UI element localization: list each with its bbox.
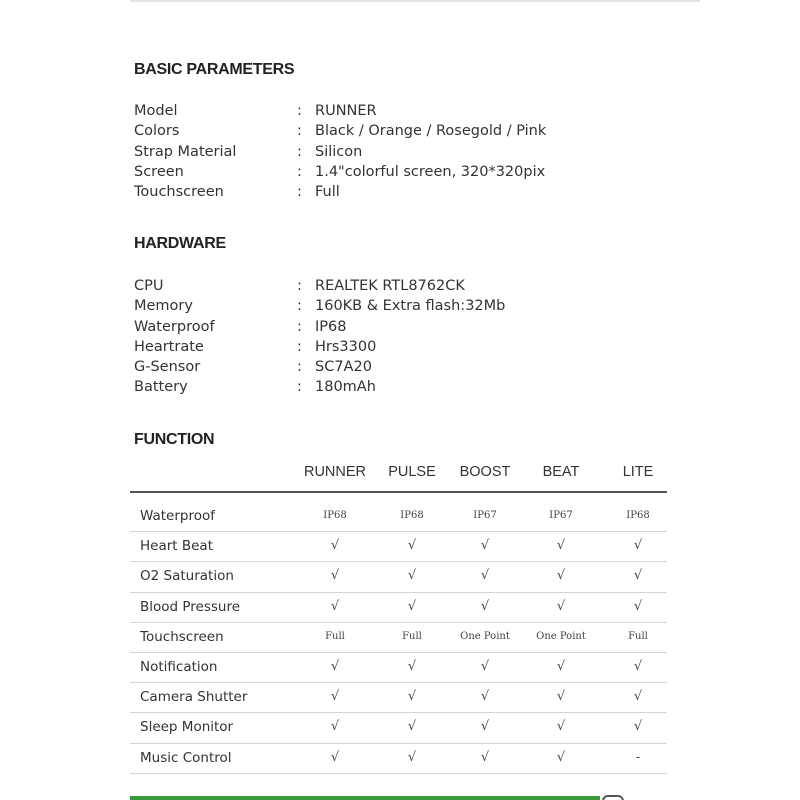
table-cell: √ (556, 749, 566, 765)
table-cell: √ (480, 658, 490, 674)
table-cell: √ (330, 598, 340, 614)
table-cell: √ (633, 719, 643, 735)
param-separator: : (297, 123, 302, 140)
param-value: Hrs3300 (315, 338, 377, 355)
table-cell: One Point (536, 630, 586, 642)
table-cell: √ (480, 568, 490, 584)
table-row (130, 744, 667, 774)
column-header-lite: LITE (622, 464, 654, 480)
top-divider (130, 0, 700, 2)
param-row-touchscreen (134, 182, 694, 202)
table-row (130, 653, 667, 683)
param-label: Model (134, 103, 178, 119)
table-cell: √ (330, 658, 340, 674)
table-cell: √ (556, 658, 566, 674)
param-separator: : (297, 163, 302, 180)
table-cell: IP68 (323, 510, 347, 521)
function-title: FUNCTION (134, 431, 215, 448)
param-label: Strap Material (134, 143, 237, 160)
param-value: 180mAh (315, 379, 376, 396)
param-row-heartrate (134, 337, 694, 357)
param-separator: : (297, 359, 302, 376)
row-label: Blood Pressure (140, 598, 241, 615)
table-cell: √ (556, 689, 566, 705)
table-cell: √ (556, 598, 566, 614)
param-value: RUNNER (315, 103, 377, 119)
param-row-battery (134, 377, 694, 397)
table-row (130, 683, 667, 713)
param-separator: : (297, 338, 302, 355)
param-separator: : (297, 278, 302, 294)
table-cell: √ (330, 538, 340, 554)
table-cell: IP67 (473, 510, 497, 521)
row-label: Sleep Monitor (140, 719, 234, 736)
table-cell: One Point (460, 630, 510, 642)
param-value: SC7A20 (315, 359, 372, 376)
row-label: Touchscreen (140, 628, 224, 645)
param-label: Memory (134, 298, 193, 315)
table-cell: √ (407, 658, 417, 674)
row-label: Waterproof (140, 508, 216, 524)
param-value: 160KB & Extra flash:32Mb (315, 298, 506, 315)
table-row (130, 502, 667, 532)
row-label: Camera Shutter (140, 689, 248, 706)
row-label: O2 Saturation (140, 568, 234, 585)
param-label: Battery (134, 379, 188, 396)
table-cell: √ (480, 538, 490, 554)
table-cell: Full (628, 630, 648, 642)
param-label: Heartrate (134, 338, 204, 355)
table-cell: √ (633, 689, 643, 705)
param-value: 1.4"colorful screen, 320*320pix (315, 163, 546, 180)
row-label: Notification (140, 658, 218, 675)
param-row-g-sensor (134, 357, 694, 377)
param-separator: : (297, 318, 302, 335)
basic-parameters-title: BASIC PARAMETERS (134, 61, 295, 78)
param-value: IP68 (315, 318, 347, 335)
param-label: CPU (134, 278, 164, 294)
table-row (130, 532, 667, 562)
table-cell: IP68 (400, 510, 424, 521)
param-value: Full (315, 184, 340, 201)
column-header-runner: RUNNER (303, 464, 367, 480)
row-label: Heart Beat (140, 538, 213, 555)
row-label: Music Control (140, 749, 232, 766)
table-cell: Full (325, 630, 345, 642)
table-cell: √ (330, 689, 340, 705)
table-cell: IP67 (549, 510, 573, 521)
function-table-header (130, 458, 667, 490)
table-cell: √ (480, 598, 490, 614)
table-cell: IP68 (626, 510, 650, 521)
param-label: Waterproof (134, 318, 215, 335)
table-cell: √ (407, 568, 417, 584)
column-header-pulse: PULSE (388, 464, 436, 480)
table-cell: √ (330, 749, 340, 765)
column-header-boost: BOOST (459, 464, 511, 480)
param-separator: : (297, 184, 302, 201)
table-row (130, 562, 667, 592)
param-value: Silicon (315, 143, 363, 160)
table-row (130, 623, 667, 653)
param-separator: : (297, 103, 302, 119)
table-cell: √ (407, 689, 417, 705)
bottom-accent-bar (130, 796, 600, 800)
param-row-waterproof (134, 317, 694, 337)
param-label: Touchscreen (134, 184, 224, 201)
logo-mark-icon (600, 793, 630, 800)
hardware-list (134, 276, 694, 398)
table-cell: √ (407, 598, 417, 614)
function-table (130, 502, 667, 774)
param-separator: : (297, 143, 302, 160)
param-row-strap-material (134, 142, 694, 162)
table-cell: √ (407, 538, 417, 554)
table-cell: √ (480, 689, 490, 705)
param-separator: : (297, 379, 302, 396)
table-cell: √ (407, 749, 417, 765)
table-cell: √ (633, 598, 643, 614)
param-row-screen (134, 162, 694, 182)
table-cell: √ (633, 538, 643, 554)
table-cell: √ (633, 658, 643, 674)
table-cell: √ (480, 749, 490, 765)
table-cell: - (635, 749, 641, 765)
function-header-divider (130, 491, 667, 493)
param-value: Black / Orange / Rosegold / Pink (315, 123, 547, 140)
param-row-colors (134, 121, 694, 141)
table-cell: √ (330, 719, 340, 735)
table-cell: √ (556, 568, 566, 584)
table-cell: √ (407, 719, 417, 735)
param-row-memory (134, 296, 694, 316)
param-row-model (134, 101, 694, 121)
param-row-cpu (134, 276, 694, 296)
param-value: REALTEK RTL8762CK (315, 278, 465, 294)
table-row (130, 593, 667, 623)
hardware-title: HARDWARE (134, 235, 226, 252)
param-separator: : (297, 298, 302, 315)
table-cell: √ (633, 568, 643, 584)
table-cell: Full (402, 630, 422, 642)
table-cell: √ (330, 568, 340, 584)
table-cell: √ (556, 719, 566, 735)
param-label: G-Sensor (134, 359, 201, 376)
column-header-beat: BEAT (542, 464, 580, 480)
param-label: Colors (134, 123, 180, 140)
basic-parameters-list (134, 101, 694, 202)
table-row (130, 713, 667, 743)
table-cell: √ (556, 538, 566, 554)
param-label: Screen (134, 163, 184, 180)
table-cell: √ (480, 719, 490, 735)
